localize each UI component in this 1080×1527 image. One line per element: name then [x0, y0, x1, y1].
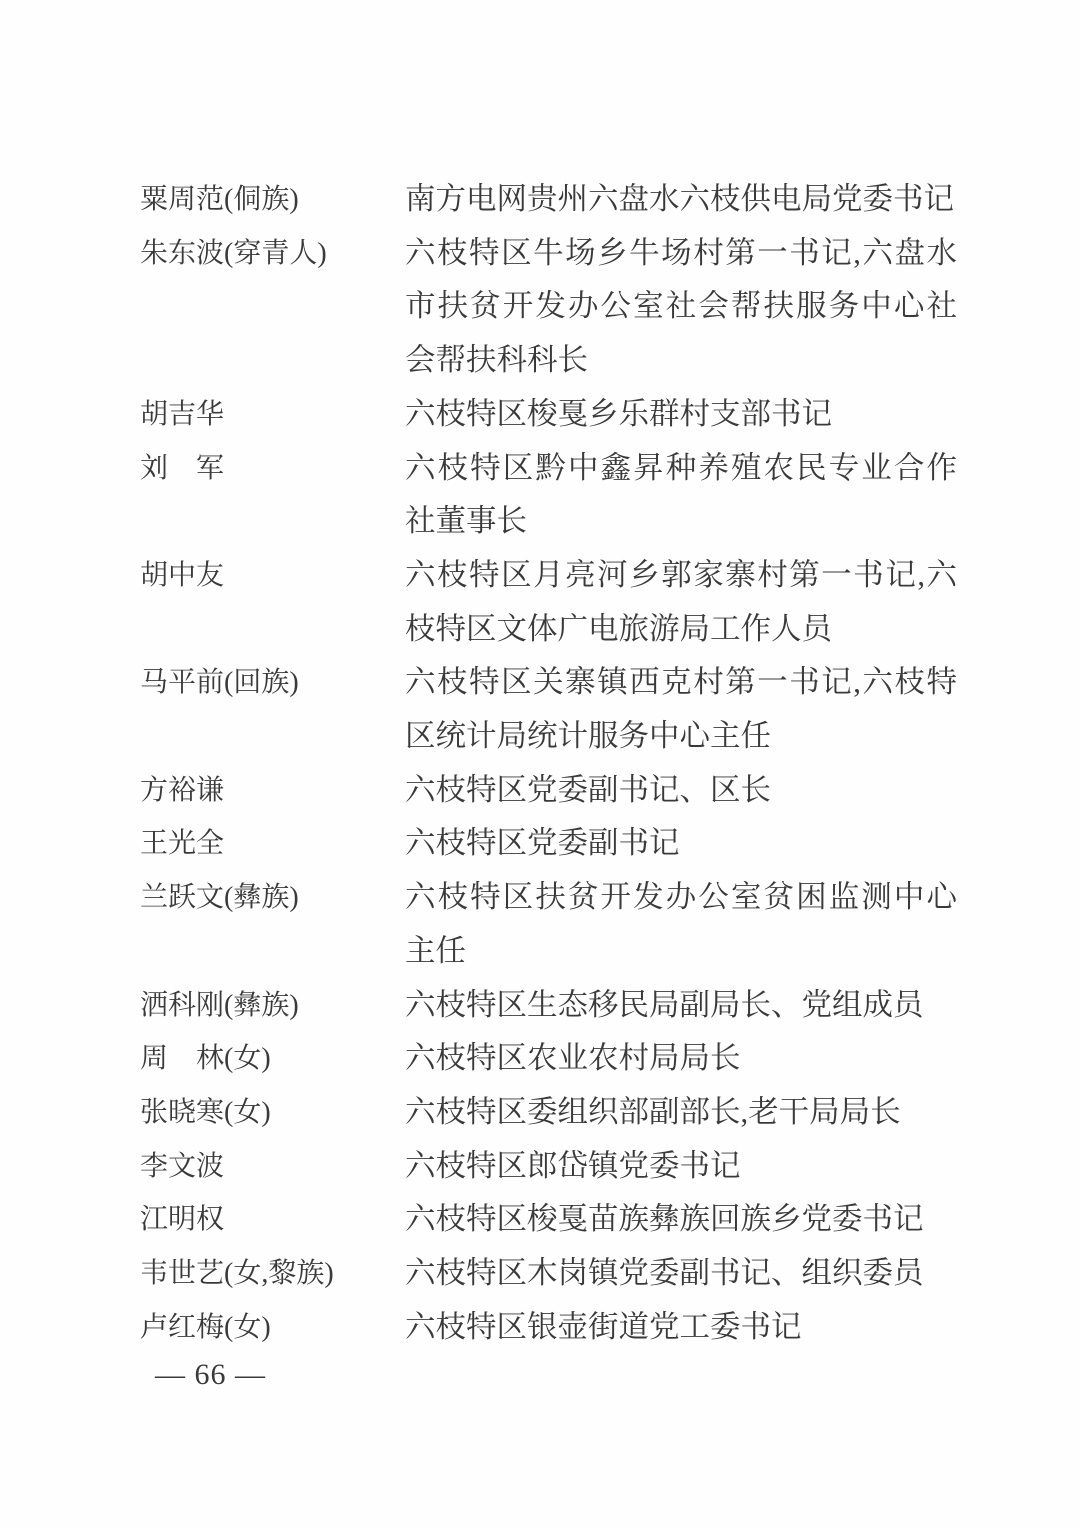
roster-list — [140, 173, 960, 1354]
table-row — [140, 764, 960, 818]
title-line: 六枝特区黔中鑫昇种养殖农民专业合作 — [405, 450, 957, 485]
person-name: 兰跃文(彝族) — [140, 882, 299, 914]
title-line: 市扶贫开发办公室社会帮扶服务中心社 — [405, 289, 957, 324]
title-line: 六枝特区关寨镇西克村第一书记,六枝特 — [405, 665, 957, 700]
table-row — [140, 388, 960, 442]
person-name: 江明权 — [140, 1204, 225, 1236]
table-row — [140, 656, 960, 763]
person-title — [405, 1032, 957, 1086]
title-line: 六枝特区委组织部副部长,老干局局长 — [405, 1094, 901, 1129]
person-title — [405, 764, 957, 818]
title-line: 六枝特区银壶街道党工委书记 — [405, 1309, 802, 1344]
person-name: 方裕谦 — [140, 774, 225, 806]
table-row — [140, 1247, 960, 1301]
person-name: 王光全 — [140, 828, 225, 860]
person-title — [405, 1140, 957, 1194]
table-row — [140, 871, 960, 978]
person-name: 刘 军 — [140, 452, 225, 484]
person-name: 胡吉华 — [140, 398, 225, 430]
title-line: 主任 — [405, 933, 466, 968]
table-row — [140, 1140, 960, 1194]
person-title — [405, 549, 957, 656]
title-line: 六枝特区农业农村局局长 — [405, 1041, 741, 1076]
person-title — [405, 442, 957, 549]
title-line: 区统计局统计服务中心主任 — [405, 719, 771, 754]
person-name: 粟周范(侗族) — [140, 184, 299, 215]
person-name: 朱东波(穿青人) — [140, 237, 327, 269]
title-line: 六枝特区党委副书记、区长 — [405, 772, 771, 807]
table-row — [140, 173, 960, 227]
table-row — [140, 227, 960, 388]
table-row — [140, 1301, 960, 1355]
title-line: 社董事长 — [405, 504, 527, 539]
person-name: 张晓寒(女) — [140, 1096, 271, 1128]
person-title — [405, 1086, 957, 1140]
person-name: 卢红梅(女) — [140, 1311, 271, 1343]
table-row — [140, 442, 960, 549]
person-title — [405, 979, 957, 1033]
page-number: — 66 — — [155, 1358, 266, 1391]
person-title — [405, 1193, 957, 1247]
person-name: 胡中友 — [140, 559, 225, 591]
person-title — [405, 388, 957, 442]
title-line: 六枝特区木岗镇党委副书记、组织委员 — [405, 1256, 924, 1291]
title-line: 六枝特区月亮河乡郭家寨村第一书记,六 — [405, 557, 957, 592]
title-line: 六枝特区生态移民局副局长、党组成员 — [405, 987, 924, 1022]
title-line: 六枝特区牛场乡牛场村第一书记,六盘水 — [405, 235, 957, 270]
title-line: 枝特区文体广电旅游局工作人员 — [405, 611, 832, 646]
person-name: 韦世艺(女,黎族) — [140, 1258, 334, 1290]
person-name: 李文波 — [140, 1150, 225, 1182]
table-row — [140, 1086, 960, 1140]
table-row — [140, 1032, 960, 1086]
title-line: 六枝特区郎岱镇党委书记 — [405, 1148, 741, 1183]
person-name: 周 林(女) — [140, 1043, 271, 1075]
person-title — [405, 817, 957, 871]
table-row — [140, 549, 960, 656]
person-name: 马平前(回族) — [140, 667, 299, 699]
title-line: 六枝特区扶贫开发办公室贫困监测中心 — [405, 880, 957, 915]
title-line: 南方电网贵州六盘水六枝供电局党委书记 — [405, 182, 954, 216]
person-title — [405, 656, 957, 763]
person-name: 洒科刚(彝族) — [140, 989, 299, 1021]
person-title — [405, 1301, 957, 1355]
person-title — [405, 173, 957, 227]
title-line: 会帮扶科科长 — [405, 343, 588, 378]
title-line: 六枝特区梭戛乡乐群村支部书记 — [405, 396, 832, 431]
title-line: 六枝特区党委副书记 — [405, 826, 680, 861]
title-line: 六枝特区梭戛苗族彝族回族乡党委书记 — [405, 1202, 924, 1237]
table-row — [140, 817, 960, 871]
person-title — [405, 1247, 957, 1301]
person-title — [405, 871, 957, 978]
person-title — [405, 227, 957, 388]
table-row — [140, 979, 960, 1033]
table-row — [140, 1193, 960, 1247]
